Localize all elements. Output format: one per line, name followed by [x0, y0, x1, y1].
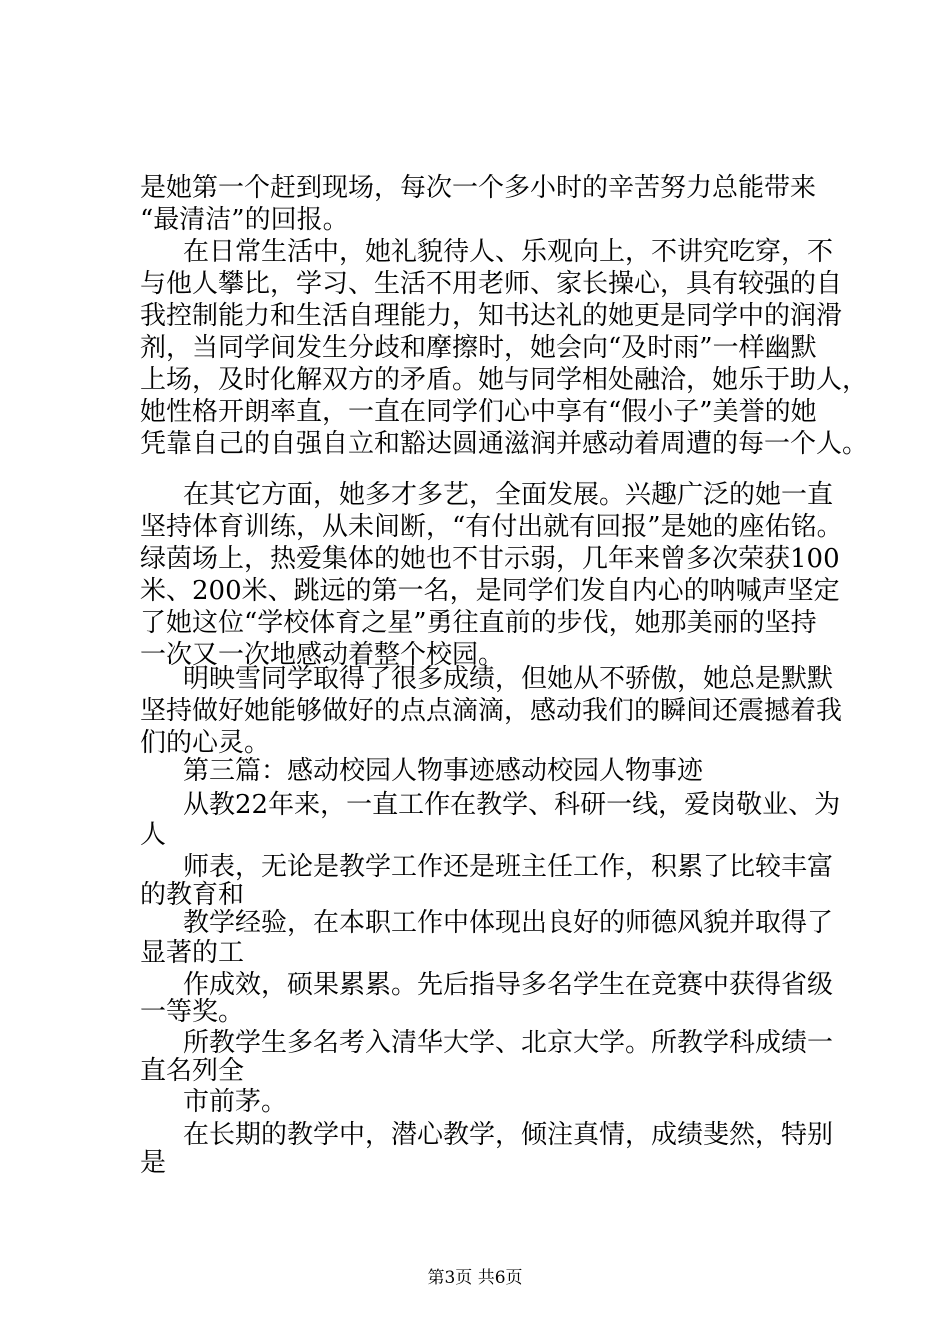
page-number-footer: 第3页 共6页 [427, 1268, 523, 1288]
text-line: 市前茅。 [183, 1087, 288, 1117]
text-line: 显著的工 [140, 938, 245, 968]
text-line: 在日常生活中，她礼貌待人、乐观向上，不讲究吃穿，不 [183, 237, 834, 267]
text-line: 上场，及时化解双方的矛盾。她与同学相处融洽，她乐于助人， [140, 365, 869, 395]
text-line: 凭靠自己的自强自立和豁达圆通滋润并感动着周遭的每一个人。 [140, 429, 869, 459]
text-line: 了她这位“学校体育之星”勇往直前的步伐，她那美丽的坚持 [140, 608, 817, 638]
text-line: 们的心灵。 [140, 728, 271, 758]
text-line: 与他人攀比，学习、生活不用老师、家长操心，具有较强的自 [140, 269, 843, 299]
text-line: 坚持体育训练，从未间断，“有付出就有回报”是她的座佑铭。 [140, 512, 843, 542]
text-line: 绿茵场上，热爱集体的她也不甘示弱，几年来曾多次荣获100 [140, 544, 840, 574]
text-line: 是 [140, 1148, 167, 1178]
text-line: 坚持做好她能够做好的点点滴滴，感动我们的瞬间还震撼着我 [140, 696, 843, 726]
text-line: 作成效，硕果累累。先后指导多名学生在竞赛中获得省级 [183, 970, 834, 1000]
text-line: 她性格开朗率直，一直在同学们心中享有“假小子”美誉的她 [140, 397, 817, 427]
text-line: 所教学生多名考入清华大学、北京大学。所教学科成绩一 [183, 1028, 834, 1058]
text-line: 是她第一个赶到现场，每次一个多小时的辛苦努力总能带来 [140, 173, 817, 203]
text-line: 直名列全 [140, 1056, 245, 1086]
text-line: 从教22年来，一直工作在教学、科研一线，爱岗敬业、为 [183, 790, 841, 820]
text-line: 剂，当同学间发生分歧和摩擦时，她会向“及时雨”一样幽默 [140, 333, 817, 363]
section-heading: 第三篇：感动校园人物事迹感动校园人物事迹 [183, 756, 704, 786]
text-line: 在长期的教学中，潜心教学，倾注真情，成绩斐然，特别 [183, 1120, 834, 1150]
text-line: 的教育和 [140, 880, 245, 910]
text-line: 在其它方面，她多才多艺，全面发展。兴趣广泛的她一直 [183, 480, 834, 510]
text-line: 一等奖。 [140, 997, 245, 1027]
text-line: 教学经验，在本职工作中体现出良好的师德风貌并取得了 [183, 908, 834, 938]
text-line: 一次又一次地感动着整个校园。 [140, 640, 505, 670]
text-line: 人 [140, 820, 167, 850]
text-line: 师表，无论是教学工作还是班主任工作，积累了比较丰富 [183, 852, 834, 882]
text-line: 米、200米、跳远的第一名，是同学们发自内心的呐喊声坚定 [140, 576, 840, 606]
text-line: 明映雪同学取得了很多成绩，但她从不骄傲，她总是默默 [183, 664, 834, 694]
text-line: 我控制能力和生活自理能力，知书达礼的她更是同学中的润滑 [140, 301, 843, 331]
text-line: “最清洁”的回报。 [140, 205, 349, 235]
